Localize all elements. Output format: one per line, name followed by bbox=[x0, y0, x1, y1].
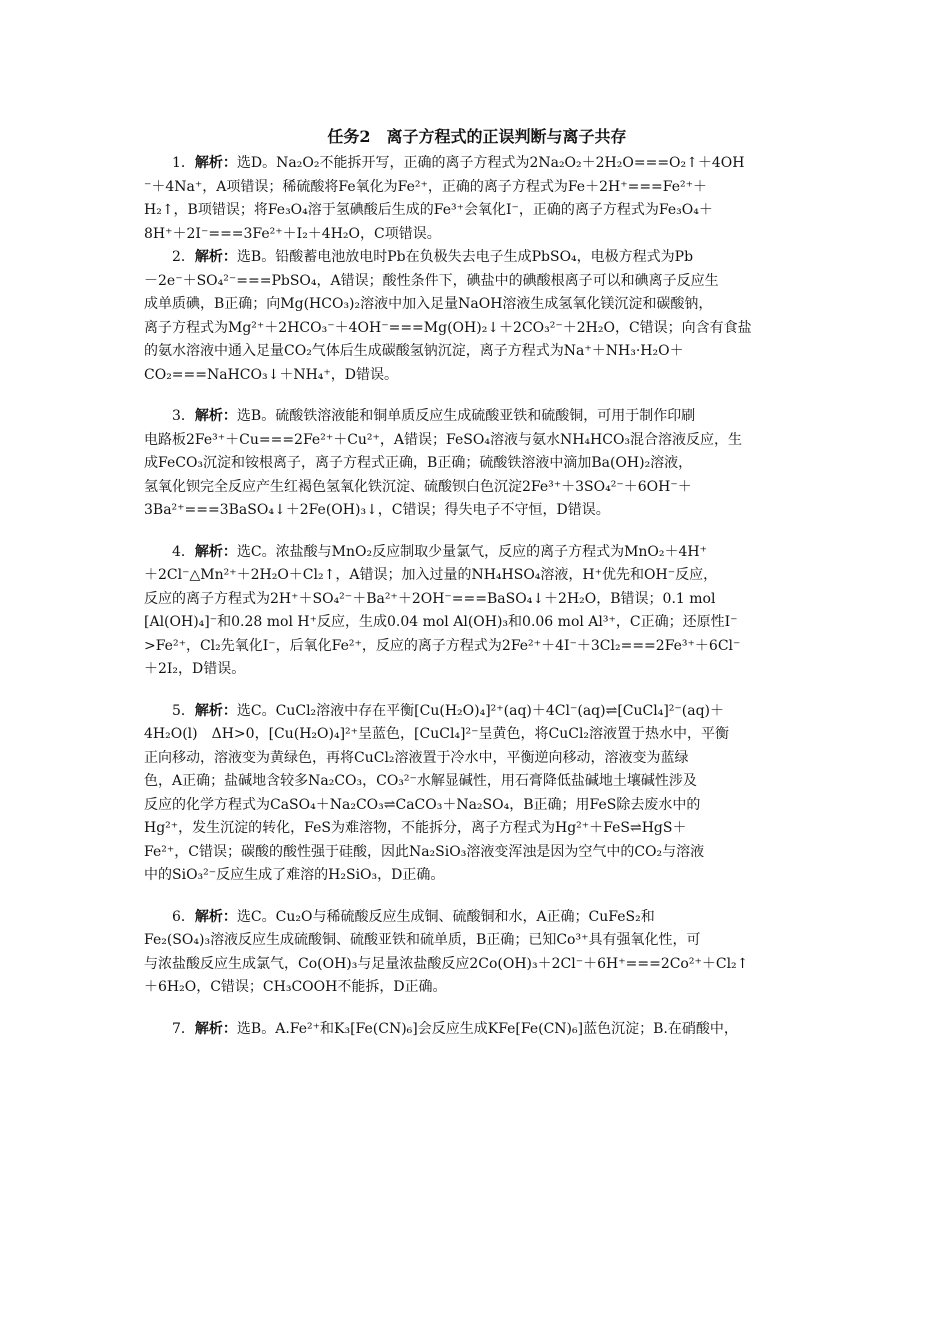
answer-line bbox=[144, 452, 810, 476]
answer-item bbox=[144, 541, 810, 682]
line-text: 氢氧化钡完全反应产生红褐色氢氧化铁沉淀、硫酸钡白色沉淀2Fe³⁺＋3SO₄²⁻＋6OH⁻＋ bbox=[144, 478, 692, 495]
item-label: 解析： bbox=[194, 702, 237, 719]
line-text: 反应的化学方程式为CaSO₄＋Na₂CO₃⇌CaCO₃＋Na₂SO₄，B正确；用FeS除去废水中的 bbox=[144, 796, 701, 813]
line-text: ⁻＋4Na⁺，A项错误；稀硫酸将Fe氧化为Fe²⁺，正确的离子方程式为Fe＋2H⁺===Fe²⁺＋ bbox=[144, 178, 708, 195]
answer-line bbox=[144, 817, 810, 841]
line-text: 3Ba²⁺===3BaSO₄↓＋2Fe(OH)₃↓，C错误；得失电子不守恒，D错误。 bbox=[144, 502, 610, 518]
line-text: 色，A正确；盐碱地含较多Na₂CO₃，CO₃²⁻水解显碱性，用石膏降低盐碱地土壤碱性涉及 bbox=[144, 773, 697, 789]
line-text: Fe₂(SO₄)₃溶液反应生成硫酸铜、硫酸亚铁和硫单质，B正确；已知Co³⁺具有强氧化性，可 bbox=[144, 932, 701, 948]
item-number: 2． bbox=[172, 249, 195, 265]
item-number: 4． bbox=[172, 543, 195, 560]
answer-line bbox=[144, 317, 810, 341]
item-number: 5． bbox=[172, 702, 195, 719]
answer-item bbox=[144, 1018, 810, 1042]
line-text: H₂↑，B项错误；将Fe₃O₄溶于氢碘酸后生成的Fe³⁺会氧化I⁻，正确的离子方程式为Fe₃O₄＋ bbox=[144, 202, 713, 218]
item-number: 1． bbox=[172, 155, 195, 171]
answer-line bbox=[144, 293, 810, 317]
answer-line bbox=[144, 405, 810, 429]
item-number: 3． bbox=[172, 408, 195, 424]
answer-item bbox=[144, 405, 810, 523]
answer-item bbox=[144, 906, 810, 1000]
answer-list bbox=[144, 152, 810, 1041]
line-text: －2e⁻＋SO₄²⁻===PbSO₄，A错误；酸性条件下，碘盐中的碘酸根离子可以和碘离子反应生 bbox=[144, 272, 719, 289]
answer-line bbox=[144, 270, 810, 294]
item-number: 6． bbox=[172, 908, 195, 925]
item-label: 解析： bbox=[194, 408, 237, 424]
spacer bbox=[144, 682, 810, 700]
line-text: 离子方程式为Mg²⁺＋2HCO₃⁻＋4OH⁻===Mg(OH)₂↓＋2CO₃²⁻＋2H₂O，C错误；向含有食盐 bbox=[144, 319, 752, 336]
line-text: CO₂===NaHCO₃↓＋NH₄⁺，D错误。 bbox=[144, 366, 399, 383]
line-text: 选B。A.Fe²⁺和K₃[Fe(CN)₆]会反应生成KFe[Fe(CN)₆]蓝色沉淀；B.在硝酸中， bbox=[236, 1020, 738, 1037]
answer-line bbox=[144, 223, 810, 247]
answer-line bbox=[144, 906, 810, 930]
item-label: 解析： bbox=[194, 155, 237, 171]
answer-line bbox=[144, 864, 810, 888]
item-label: 解析： bbox=[194, 1020, 237, 1037]
answer-line bbox=[144, 635, 810, 659]
spacer bbox=[144, 387, 810, 405]
answer-line bbox=[144, 199, 810, 223]
page-title: 任务2 离子方程式的正误判断与离子共存 bbox=[327, 127, 627, 146]
line-text: 选D。Na₂O₂不能拆开写，正确的离子方程式为2Na₂O₂＋2H₂O===O₂↑＋4OH bbox=[236, 155, 745, 171]
item-number: 7． bbox=[172, 1020, 195, 1037]
line-text: ＋6H₂O，C错误；CH₃COOH不能拆，D正确。 bbox=[144, 979, 447, 995]
line-text: 反应的离子方程式为2H⁺＋SO₄²⁻＋Ba²⁺＋2OH⁻===BaSO₄↓＋2H₂O，B错误；0.1 mol bbox=[144, 590, 716, 607]
line-text: [Al(OH)₄]⁻和0.28 mol H⁺反应，生成0.04 mol Al(OH)₃和0.06 mol Al³⁺，C正确；还原性I⁻ bbox=[144, 614, 738, 630]
line-text: 8H⁺＋2I⁻===3Fe²⁺＋I₂＋4H₂O，C项错误。 bbox=[144, 225, 441, 242]
answer-line bbox=[144, 541, 810, 565]
answer-line bbox=[144, 564, 810, 588]
spacer bbox=[144, 1000, 810, 1018]
answer-line bbox=[144, 152, 810, 176]
answer-item bbox=[144, 246, 810, 387]
line-text: 的氨水溶液中通入足量CO₂气体后生成碳酸氢钠沉淀，离子方程式为Na⁺＋NH₃·H₂O＋ bbox=[144, 343, 684, 359]
line-text: 选B。铅酸蓄电池放电时Pb在负极失去电子生成PbSO₄，电极方程式为Pb bbox=[236, 249, 694, 265]
line-text: >Fe²⁺，Cl₂先氧化I⁻，后氧化Fe²⁺，反应的离子方程式为2Fe²⁺＋4I⁻＋3Cl₂===2Fe³⁺＋6Cl⁻ bbox=[144, 637, 741, 654]
line-text: 成单质碘，B正确；向Mg(HCO₃)₂溶液中加入足量NaOH溶液生成氢氧化镁沉淀和碳酸钠， bbox=[144, 296, 713, 312]
answer-item bbox=[144, 700, 810, 888]
line-text: 与浓盐酸反应生成氯气，Co(OH)₃与足量浓盐酸反应2Co(OH)₃＋2Cl⁻＋6H⁺===2Co²⁺＋Cl₂↑ bbox=[144, 955, 749, 972]
item-label: 解析： bbox=[194, 908, 237, 925]
answer-line bbox=[144, 429, 810, 453]
answer-line bbox=[144, 176, 810, 200]
answer-line bbox=[144, 246, 810, 270]
answer-line bbox=[144, 770, 810, 794]
spacer bbox=[144, 888, 810, 906]
line-text: ＋2I₂，D错误。 bbox=[144, 661, 246, 677]
answer-line bbox=[144, 658, 810, 682]
line-text: 4H₂O(l) ΔH>0，[Cu(H₂O)₄]²⁺呈蓝色，[CuCl₄]²⁻呈黄色，将CuCl₂溶液置于热水中，平衡 bbox=[144, 726, 730, 742]
answer-line bbox=[144, 364, 810, 388]
line-text: 选C。Cu₂O与稀硫酸反应生成铜、硫酸铜和水，A正确；CuFeS₂和 bbox=[236, 908, 655, 925]
answer-line bbox=[144, 611, 810, 635]
answer-line bbox=[144, 747, 810, 771]
line-text: 中的SiO₃²⁻反应生成了难溶的H₂SiO₃，D正确。 bbox=[144, 867, 445, 883]
answer-line bbox=[144, 588, 810, 612]
answer-line bbox=[144, 499, 810, 523]
line-text: 选B。硫酸铁溶液能和铜单质反应生成硫酸亚铁和硫酸铜，可用于制作印刷 bbox=[236, 408, 696, 424]
answer-line bbox=[144, 976, 810, 1000]
line-text: Fe²⁺，C错误；碳酸的酸性强于硅酸，因此Na₂SiO₃溶液变浑浊是因为空气中的CO₂与溶液 bbox=[144, 843, 705, 860]
line-text: 选C。CuCl₂溶液中存在平衡[Cu(H₂O)₄]²⁺(aq)＋4Cl⁻(aq)⇌[CuCl₄]²⁻(aq)＋ bbox=[236, 702, 725, 719]
spacer bbox=[144, 523, 810, 541]
line-text: ＋2Cl⁻△Mn²⁺＋2H₂O＋Cl₂↑，A错误；加入过量的NH₄HSO₄溶液，H⁺优先和OH⁻反应， bbox=[144, 567, 718, 583]
line-text: 正向移动，溶液变为黄绿色，再将CuCl₂溶液置于冷水中，平衡逆向移动，溶液变为蓝绿 bbox=[144, 749, 689, 766]
line-text: 成FeCO₃沉淀和铵根离子，离子方程式正确，B正确；硫酸铁溶液中滴加Ba(OH)₂溶液， bbox=[144, 455, 693, 471]
line-text: Hg²⁺，发生沉淀的转化，FeS为难溶物，不能拆分，离子方程式为Hg²⁺＋FeS⇌HgS＋ bbox=[144, 820, 687, 836]
item-label: 解析： bbox=[194, 543, 237, 560]
answer-line bbox=[144, 929, 810, 953]
answer-line bbox=[144, 723, 810, 747]
answer-line bbox=[144, 953, 810, 977]
answer-line bbox=[144, 841, 810, 865]
answer-line bbox=[144, 700, 810, 724]
document-page bbox=[144, 126, 810, 1041]
answer-line bbox=[144, 340, 810, 364]
answer-line bbox=[144, 476, 810, 500]
line-text: 电路板2Fe³⁺＋Cu===2Fe²⁺＋Cu²⁺，A错误；FeSO₄溶液与氨水NH₄HCO₃混合溶液反应，生 bbox=[144, 431, 743, 448]
answer-line bbox=[144, 1018, 810, 1042]
line-text: 选C。浓盐酸与MnO₂反应制取少量氯气，反应的离子方程式为MnO₂＋4H⁺ bbox=[236, 543, 708, 560]
answer-item bbox=[144, 152, 810, 246]
answer-line bbox=[144, 794, 810, 818]
item-label: 解析： bbox=[194, 249, 237, 265]
